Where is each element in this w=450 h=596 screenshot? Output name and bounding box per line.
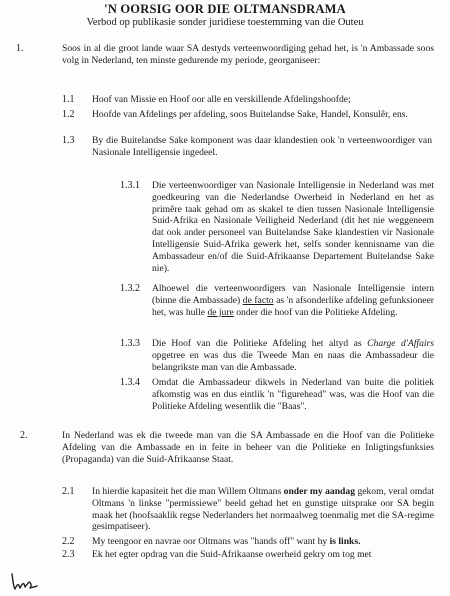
item-1-3-number: 1.3 (62, 135, 75, 146)
item-1-3-1-number: 1.3.1 (120, 180, 140, 191)
section-2-number: 2. (20, 430, 28, 441)
item-2-3-text: Ek het egter opdrag van die Suid-Afrikaanse owerheid gekry om tog met (92, 549, 372, 560)
item-1-3-text: By die Buitelandse Sake komponent was daar klandestien ook 'n verteenwoordiger van Nasionale Intelligensie ingedeel. (92, 135, 432, 158)
section-1-text: Soos in al die groot lande waar SA destyds verteenwoordiging gehad het, is 'n Ambassade soos volg in Nederland, ten minste gedurende my periode, georganiseer: (62, 43, 434, 66)
item-2-1-text: In hierdie kapasiteit het die man Willem Oltmans onder my aandag gekom, veral omdat Oltmans 'n linkse "permissiewe" beeld gehad het en gunstige uitsprake oor SA begin maak het (hoofsaaklik regse Nederlanders het normaalweg toenmalig met die SA-regime gesimpatiseer). (92, 486, 435, 533)
item-1-1-number: 1.1 (62, 94, 75, 105)
item-1-2-number: 1.2 (62, 109, 75, 120)
item-1-3-2-text: Alhoewel die verteenwoordigers van Nasionale Intelligensie intern (binne die Ambassade) de facto as 'n afsonderlike afdeling gefunksioneer het, was hulle de jure onder die hoof van die Politieke Afdeling. (152, 283, 434, 318)
document-title: 'N OORSIG OOR DIE OLTMANSDRAMA (104, 2, 346, 16)
document-subtitle: Verbod op publikasie sonder juridiese toestemming van die Outeu (86, 17, 364, 28)
item-1-1-text: Hoof van Missie en Hoof oor alle en verskillende Afdelingshoofde; (92, 94, 351, 105)
item-2-2-number: 2.2 (62, 536, 75, 547)
item-2-3-number: 2.3 (62, 549, 75, 560)
item-2-1-number: 2.1 (62, 486, 75, 497)
item-1-2-text: Hoofde van Afdelings per afdeling, soos Buitelandse Sake, Handel, Konsulêr, ens. (92, 109, 408, 120)
item-1-3-1-text: Die verteenwoordiger van Nasionale Intelligensie in Nederland was met goedkeuring van die Nederlandse Owerheid in Nederland en het as primêre taak gehad om as skakel te dien tussen Nasionale Intelligensie Suid-Afrika en Nasionale Veiligheid Nederland (dit het nie weggeneem dat ook ander personeel van Buitelandse Sake klandestien vir Nasionale Intelligensie Suid-Afrika gewerk het, selfs sonder kennisname van die Ambassadeur en/of die Suid-Afrikaanse Departement Buitelandse Sake nie). (152, 180, 434, 274)
item-1-3-4-number: 1.3.4 (120, 377, 140, 388)
handwritten-initials (10, 570, 38, 592)
item-2-2-text: My teengoor en navrae oor Oltmans was "hands off" want hy is links. (92, 536, 361, 547)
item-1-3-3-text: Die Hoof van die Politieke Afdeling het altyd as Charge d'Affairs opgetree en was dus die Tweede Man en naas die Ambassadeur die belangrikste man van die Ambassade. (152, 338, 435, 373)
item-1-3-4-text: Omdat die Ambassadeur dikwels in Nederland van buite die politiek afkomstig was en dus eintlik 'n "figurehead" was, was die Hoof van die Politieke Afdeling wesentlik die "Baas". (152, 377, 434, 412)
item-1-3-3-number: 1.3.3 (120, 338, 140, 349)
section-2-text: In Nederland was ek die tweede man van die SA Ambassade en die Hoof van die Politieke Afdeling van die Ambassade en in feite in beheer van die Politieke en Inligtingsfunksies (Propaganda) van die Suid-Afrikaanse Staat. (62, 430, 434, 465)
item-1-3-2-number: 1.3.2 (120, 283, 140, 294)
section-1-number: 1. (16, 43, 24, 54)
